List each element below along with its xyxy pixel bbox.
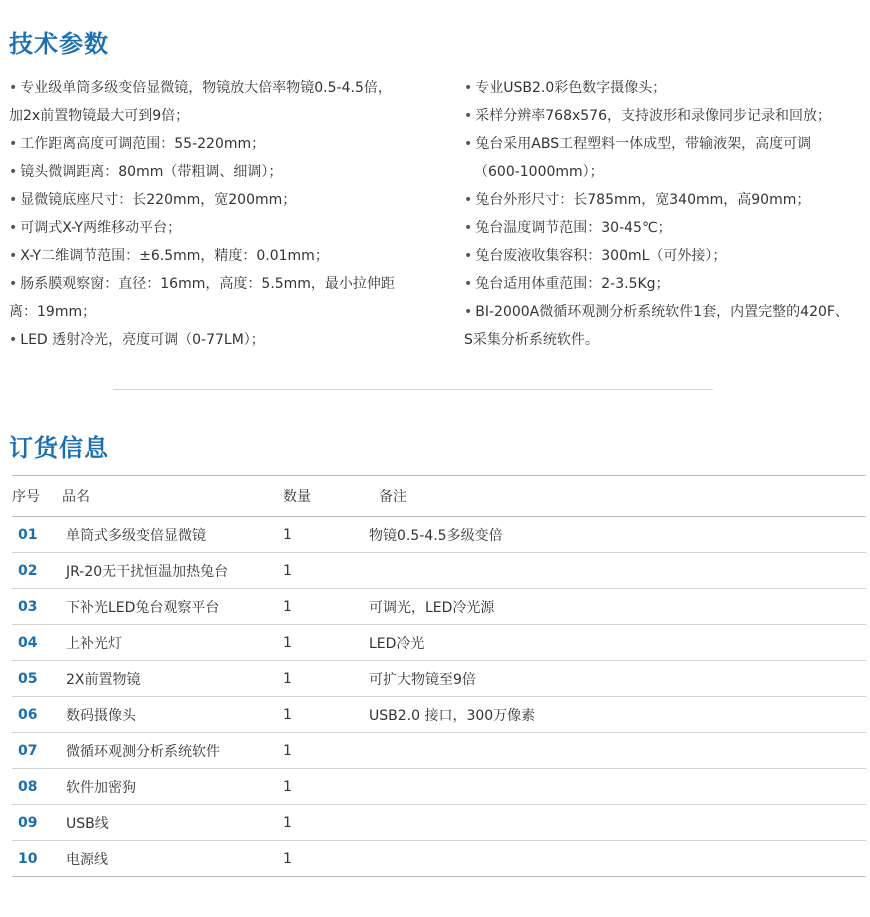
spec-text-continued: 离：19mm； (9, 304, 97, 320)
row-no: 06 (12, 697, 62, 733)
spec-item (464, 102, 864, 130)
row-no: 05 (12, 661, 62, 697)
spec-item (464, 74, 864, 102)
spec-text: 兔台适用体重范围：2-3.5Kg； (475, 276, 670, 292)
row-note (369, 733, 866, 769)
row-name: 电源线 (62, 841, 283, 877)
spec-item (9, 326, 429, 354)
row-name: 单筒式多级变倍显微镜 (62, 517, 283, 553)
row-qty: 1 (283, 625, 369, 661)
bullet-icon: • (464, 108, 473, 124)
spec-text: BI-2000A微循环观测分析系统软件1套，内置完整的420F、 (475, 304, 849, 320)
row-note (369, 841, 866, 877)
table-row (12, 769, 866, 805)
spec-text: 镜头微调距离：80mm（带粗调、细调）； (20, 164, 283, 180)
row-name: USB线 (62, 805, 283, 841)
spec-text: X-Y二维调节范围：±6.5mm，精度：0.01mm； (20, 248, 329, 264)
bullet-icon: • (9, 164, 18, 180)
bullet-icon: • (464, 80, 473, 96)
spec-item (9, 158, 429, 186)
bullet-icon: • (9, 220, 18, 236)
row-no: 10 (12, 841, 62, 877)
header-no: 序号 (12, 476, 62, 517)
row-note: 可调光，LED冷光源 (369, 589, 866, 625)
spec-item (9, 74, 429, 130)
row-note: LED冷光 (369, 625, 866, 661)
spec-text: 兔台采用ABS工程塑料一体成型，带输液架，高度可调 (475, 136, 812, 152)
spec-item (464, 214, 864, 242)
spec-item (464, 270, 864, 298)
spec-text: 兔台温度调节范围：30-45℃； (475, 220, 672, 236)
row-name: 上补光灯 (62, 625, 283, 661)
bullet-icon: • (464, 276, 473, 292)
table-row (12, 625, 866, 661)
bullet-icon: • (464, 192, 473, 208)
row-no: 02 (12, 553, 62, 589)
row-name: 数码摄像头 (62, 697, 283, 733)
row-name: 2X前置物镜 (62, 661, 283, 697)
spec-item (9, 130, 429, 158)
row-qty: 1 (283, 697, 369, 733)
specs-section-title: 技术参数 (9, 30, 109, 58)
spec-item (9, 270, 429, 326)
row-note (369, 769, 866, 805)
spec-text: LED 透射冷光，亮度可调（0-77LM）； (20, 332, 265, 348)
row-note (369, 553, 866, 589)
table-row (12, 805, 866, 841)
table-row (12, 661, 866, 697)
spec-text: 兔台废液收集容积：300mL（可外接）； (475, 248, 727, 264)
spec-item (9, 186, 429, 214)
row-qty: 1 (283, 589, 369, 625)
row-note: USB2.0 接口，300万像素 (369, 697, 866, 733)
spec-text: 专业USB2.0彩色数字摄像头； (475, 80, 667, 96)
specs-right-list (464, 74, 864, 354)
spec-text: 工作距离高度可调范围：55-220mm； (20, 136, 266, 152)
row-no: 04 (12, 625, 62, 661)
row-name: 微循环观测分析系统软件 (62, 733, 283, 769)
specs-left-list (9, 74, 429, 354)
row-name: 软件加密狗 (62, 769, 283, 805)
spec-item (9, 214, 429, 242)
table-row (12, 553, 866, 589)
spec-item (464, 130, 864, 186)
table-row (12, 589, 866, 625)
spec-text-continued: S采集分析系统软件。 (464, 332, 599, 348)
bullet-icon: • (9, 136, 18, 152)
spec-text: 兔台外形尺寸：长785mm，宽340mm，高90mm； (475, 192, 811, 208)
row-no: 03 (12, 589, 62, 625)
order-table-header-row (12, 476, 866, 517)
row-name: 下补光LED兔台观察平台 (62, 589, 283, 625)
spec-item (9, 242, 429, 270)
spec-text-continued: 加2x前置物镜最大可到9倍； (9, 108, 190, 124)
row-qty: 1 (283, 517, 369, 553)
row-note (369, 805, 866, 841)
spec-text-continued: （600-1000mm）； (474, 164, 604, 180)
row-qty: 1 (283, 733, 369, 769)
row-name: JR-20无干扰恒温加热兔台 (62, 553, 283, 589)
bullet-icon: • (464, 248, 473, 264)
spec-text: 可调式X-Y两维移动平台； (20, 220, 182, 236)
bullet-icon: • (9, 332, 18, 348)
row-no: 07 (12, 733, 62, 769)
bullet-icon: • (9, 276, 18, 292)
spec-text: 肠系膜观察窗：直径：16mm，高度：5.5mm，最小拉伸距 (20, 276, 395, 292)
section-divider (113, 389, 713, 390)
bullet-icon: • (464, 220, 473, 236)
header-name: 品名 (62, 476, 283, 517)
spec-text: 专业级单筒多级变倍显微镜，物镜放大倍率物镜0.5-4.5倍， (20, 80, 392, 96)
order-table (12, 475, 866, 877)
spec-item (464, 242, 864, 270)
row-qty: 1 (283, 805, 369, 841)
order-table-body (12, 517, 866, 877)
row-no: 08 (12, 769, 62, 805)
row-note: 物镜0.5-4.5多级变倍 (369, 517, 866, 553)
row-no: 09 (12, 805, 62, 841)
table-row (12, 841, 866, 877)
table-row (12, 517, 866, 553)
bullet-icon: • (9, 248, 18, 264)
table-row (12, 697, 866, 733)
spec-item (464, 298, 864, 354)
order-section-title: 订货信息 (9, 434, 109, 462)
table-row (12, 733, 866, 769)
bullet-icon: • (9, 192, 18, 208)
bullet-icon: • (464, 136, 473, 152)
spec-text: 采样分辨率768x576，支持波形和录像同步记录和回放； (475, 108, 831, 124)
row-qty: 1 (283, 661, 369, 697)
spec-text: 显微镜底座尺寸：长220mm，宽200mm； (20, 192, 297, 208)
bullet-icon: • (9, 80, 18, 96)
header-qty: 数量 (283, 476, 369, 517)
spec-item (464, 186, 864, 214)
row-no: 01 (12, 517, 62, 553)
row-qty: 1 (283, 769, 369, 805)
bullet-icon: • (464, 304, 473, 320)
row-note: 可扩大物镜至9倍 (369, 661, 866, 697)
header-note: 备注 (369, 476, 866, 517)
row-qty: 1 (283, 553, 369, 589)
row-qty: 1 (283, 841, 369, 877)
